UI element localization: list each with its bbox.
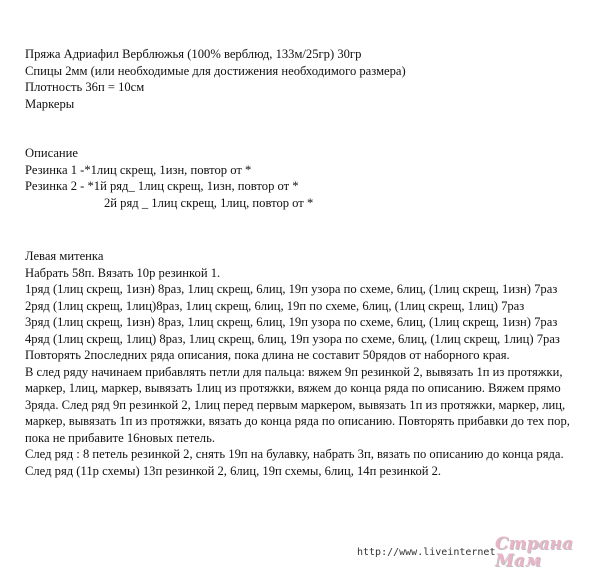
cast-on-line: Набрать 58п. Вязать 10р резинкой 1. <box>25 265 221 280</box>
description-heading: Описание <box>25 146 78 160</box>
rib1-line: Резинка 1 -*1лиц скрещ, 1изн, повтор от * <box>25 162 252 177</box>
row4-paragraph: 4ряд (1лиц скрещ, 1лиц) 8раз, 1лиц скрещ, 6лиц, 19п узора по схеме, 6лиц, (1лиц скрещ, 1лиц) 7раз <box>25 331 560 346</box>
last-row-paragraph: След ряд (11р схемы) 13п резинкой 2, 6лиц, 19п схемы, 6лиц, 14п резинкой 2. <box>25 463 442 478</box>
yarn-line: Пряжа Адриафил Верблюжья (100% верблюд, 133м/25гр) 30гр <box>25 47 362 61</box>
repeat-paragraph: Повторять 2последних ряда описания, пока длина не составит 50рядов от наборного края. <box>25 348 510 362</box>
brand-watermark-logo: Страна Мам <box>495 534 573 571</box>
markers-line: Маркеры <box>25 96 75 111</box>
rib2-row2-line: 2й ряд _ 1лиц скрещ, 1лиц, повтор от * <box>104 195 314 210</box>
spacer <box>25 211 585 248</box>
gauge-line: Плотность 36п = 10см <box>25 80 145 94</box>
row1-paragraph: 1ряд (1лиц скрещ, 1изн) 8раз, 1лиц скрещ, 6лиц, 19п узора по схеме, 6лиц, (1лиц скрещ, 1изн) 7раз <box>25 282 558 296</box>
row3-paragraph: 3ряд (1лиц скрещ, 1изн) 8раз, 1лиц скрещ, 6лиц, 19п узора по схеме, 6лиц, (1лиц скрещ, 1изн) 7раз <box>25 315 558 329</box>
increase-paragraph: В след ряду начинаем прибавлять петли для пальца: вяжем 9п резинкой 2, вывязать 1п из протяжки, маркер, 1лиц, маркер, вывязать 1лиц из протяжки, вяжем до конца ряда по описанию. Вяжем прямо 3ряда. След ряд 9п резинкой 2, 1лиц перед первым маркером, вывязать 1п из протяжки, маркер, лиц, маркер, вывязать 1п из протяжки, вязать до конца ряда по описанию. Повторять прибавки до тех пор, пока не прибавите 16новых петель. <box>25 364 570 445</box>
needles-line: Спицы 2мм (или необходимые для достижения необходимого размера) <box>25 63 406 78</box>
watermark-url: http://www.liveinternet. <box>357 547 502 558</box>
next-row-paragraph: След ряд : 8 петель резинкой 2, снять 19п на булавку, набрать 3п, вязать по описанию до конца ряда. <box>25 447 564 461</box>
row2-paragraph: 2ряд (1лиц скрещ, 1лиц)8раз, 1лиц скрещ, 6лиц, 19п по схеме, 6лиц, (1лиц скрещ, 1лиц) 7раз <box>25 298 525 313</box>
spacer <box>25 112 585 145</box>
document-body <box>25 46 585 479</box>
left-mitt-heading: Левая митенка <box>25 249 104 263</box>
rib2-row1-line: Резинка 2 - *1й ряд_ 1лиц скрещ, 1изн, повтор от * <box>25 179 299 193</box>
